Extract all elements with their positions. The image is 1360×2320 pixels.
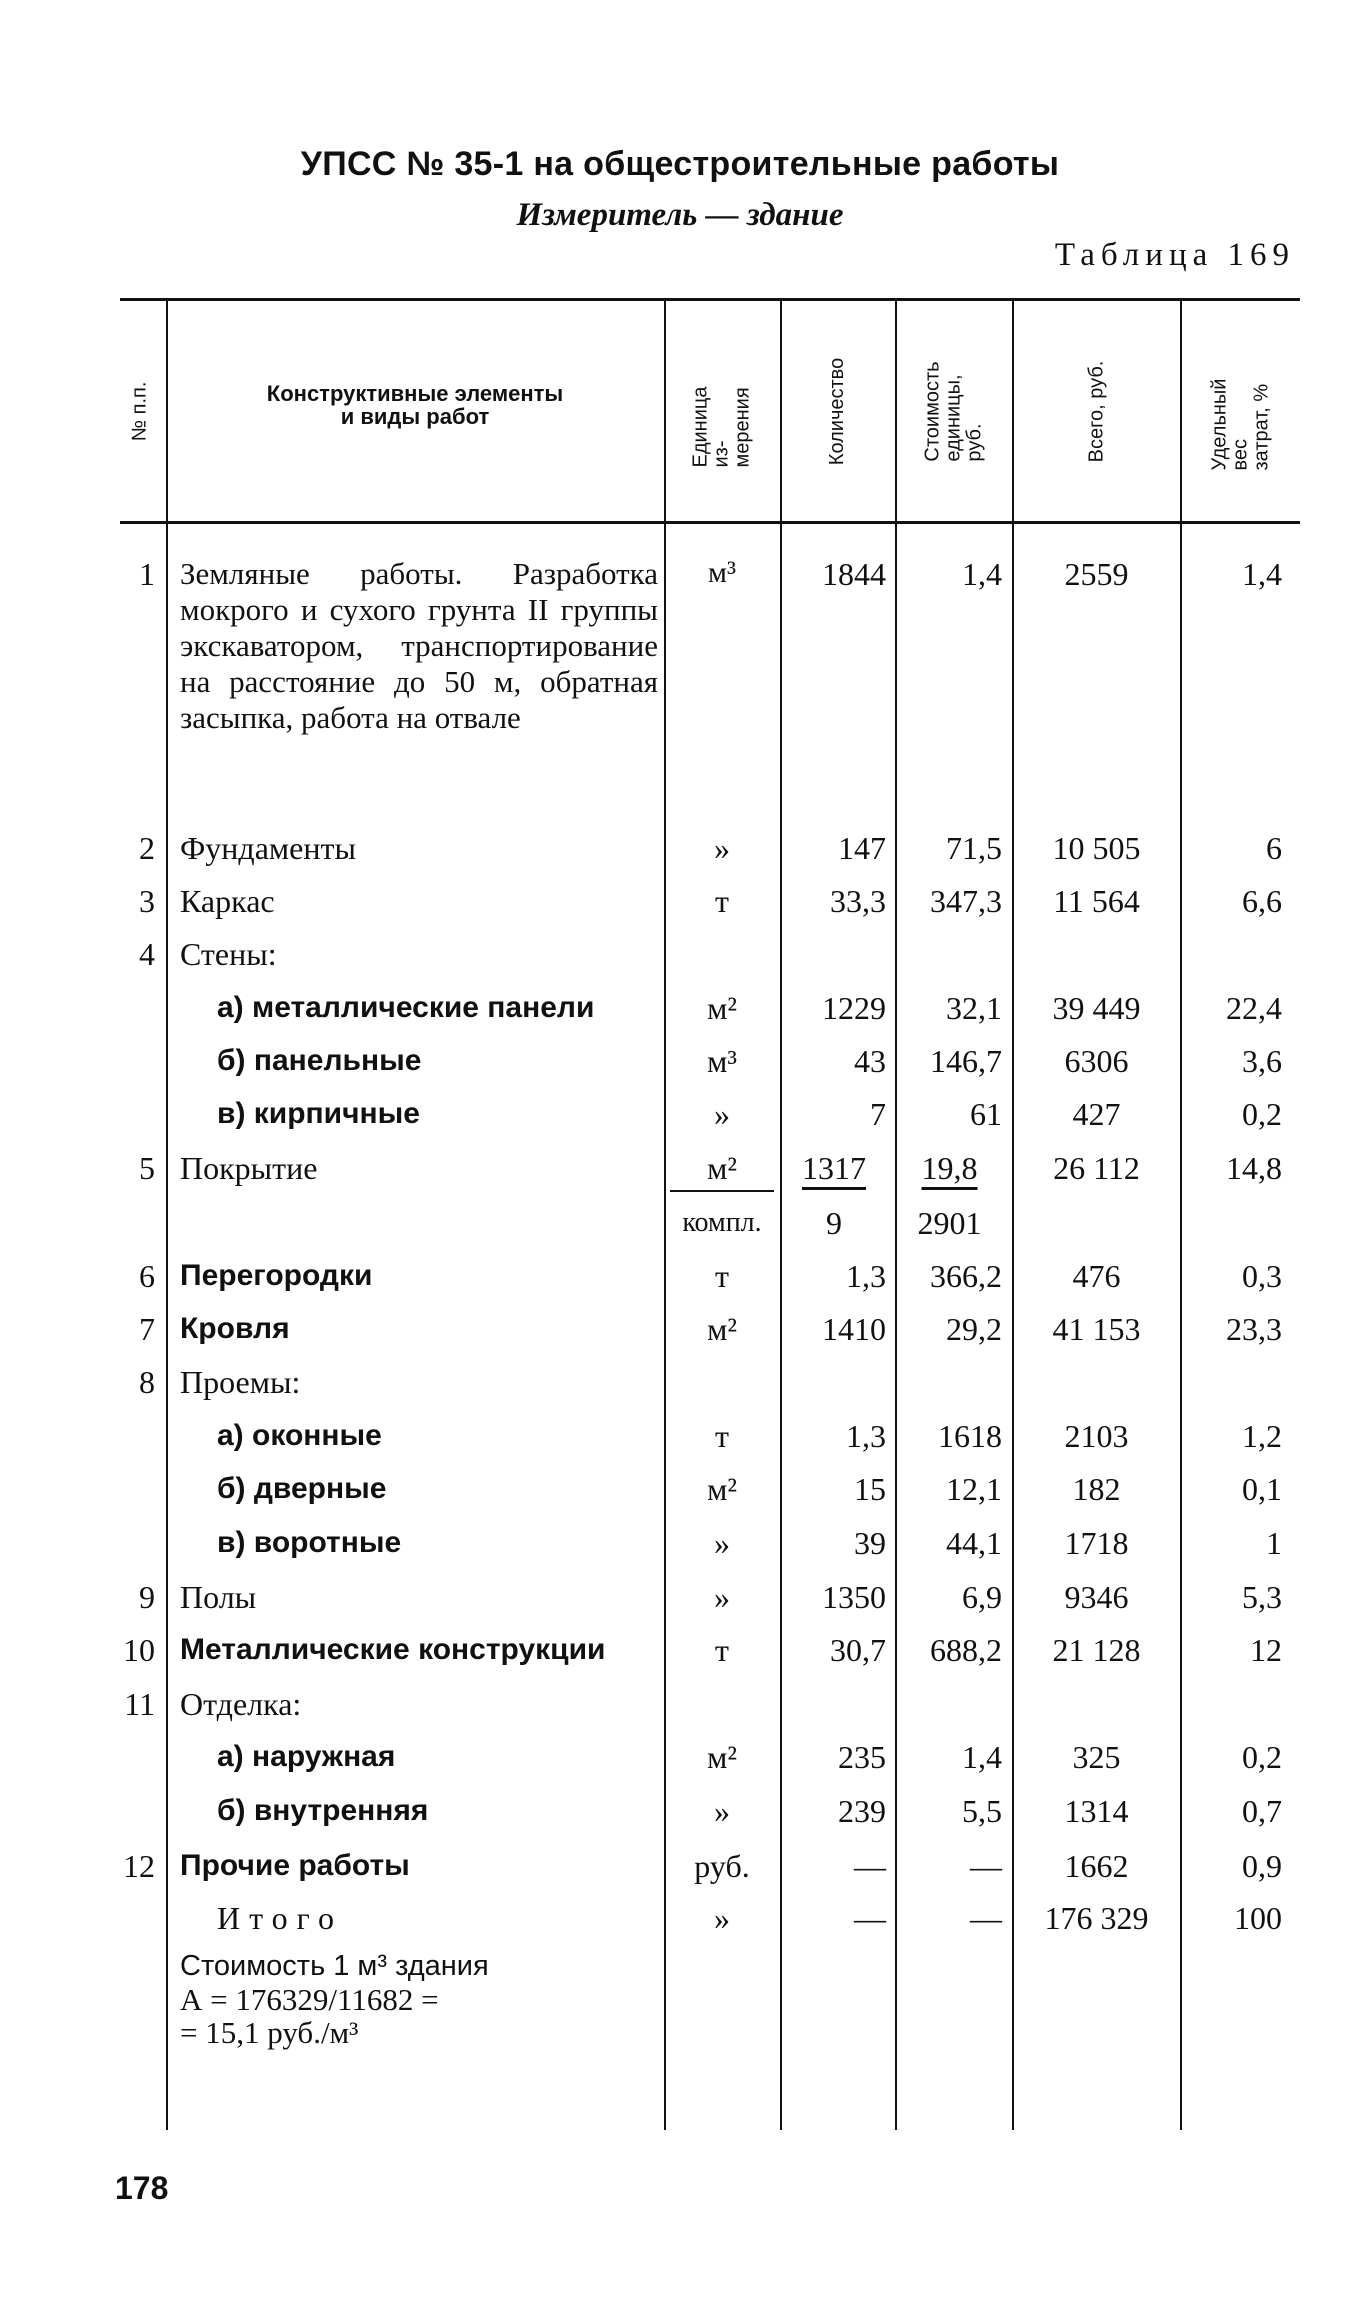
document-title: УПСС № 35-1 на общестроительные работы	[300, 145, 1060, 183]
row-share: 12	[1250, 1632, 1282, 1668]
row-qty: 1410	[822, 1311, 886, 1347]
row-name: Отделка:	[180, 1686, 302, 1722]
row-name: Полы	[180, 1579, 257, 1615]
row-name: Земляные работы. Разработка мокрого и сухого грунта II группы экскаватором, транспортирование на расстояние до 50 м, обратная засыпка, работа на отвале	[180, 556, 658, 735]
row-total: 39 449	[1052, 990, 1141, 1026]
row-unit: м²	[670, 1150, 774, 1192]
row-share: 14,8	[1226, 1150, 1282, 1186]
row-qty: 1229	[822, 990, 886, 1026]
header-num	[115, 302, 165, 520]
row-qty: 1844	[822, 556, 886, 592]
row-unit: »	[714, 1579, 730, 1615]
row-num: 12	[123, 1848, 155, 1884]
row-unit: м²	[707, 990, 737, 1026]
header-price	[897, 302, 1011, 520]
row-price: 32,1	[946, 990, 1002, 1026]
row-unit: »	[714, 830, 730, 866]
row-share: 100	[1234, 1900, 1282, 1936]
row-unit: руб.	[694, 1848, 750, 1884]
row-share: 1	[1266, 1525, 1282, 1561]
header-share	[1182, 302, 1300, 520]
row-unit: м²	[707, 1471, 737, 1507]
row-num: 9	[139, 1579, 155, 1615]
row-price: 146,7	[930, 1043, 1002, 1079]
row-total: 9346	[1064, 1579, 1129, 1615]
footnote-line3: = 15,1 руб./м³	[180, 2015, 359, 2050]
row-qty: 43	[854, 1043, 886, 1079]
row-price: 6,9	[962, 1579, 1002, 1615]
header-unit	[666, 302, 778, 520]
row-share: 1,4	[1242, 556, 1282, 592]
row-total: 11 564	[1053, 883, 1140, 919]
row-qty: 33,3	[830, 883, 886, 919]
row-num: 6	[139, 1258, 155, 1294]
header-unit-label: Единица из- мерения	[689, 386, 754, 467]
row-share: 22,4	[1226, 990, 1282, 1026]
row-name: в) воротные	[217, 1526, 402, 1559]
row-total: 325	[1072, 1739, 1121, 1775]
row-qty: 239	[838, 1793, 886, 1829]
row-share: 3,6	[1242, 1043, 1282, 1079]
row-price: 44,1	[946, 1525, 1002, 1561]
row-qty: 1317	[802, 1150, 866, 1186]
table-header-rule	[120, 521, 1300, 524]
row-name: Перегородки	[180, 1259, 373, 1292]
header-qty-label: Количество	[826, 357, 849, 465]
footnote-line2: А = 176329/11682 =	[180, 1982, 439, 2017]
row-num: 5	[139, 1150, 155, 1186]
row-qty: —	[854, 1900, 886, 1936]
row-name: Проемы:	[180, 1364, 301, 1400]
row-price: —	[970, 1900, 1002, 1936]
row-name: б) панельные	[217, 1044, 422, 1077]
row-name: Каркас	[180, 883, 275, 919]
row-total: 1718	[1064, 1525, 1129, 1561]
row-name: а) металлические панели	[217, 991, 595, 1024]
row-unit: м²	[707, 1311, 737, 1347]
row-name: а) оконные	[217, 1419, 382, 1452]
row-qty: —	[854, 1848, 886, 1884]
header-total-label: Всего, руб.	[1084, 360, 1107, 462]
document-subtitle: Измеритель — здание	[516, 197, 844, 233]
row-share: 6	[1266, 830, 1282, 866]
row-unit: м³	[708, 556, 736, 589]
row-total: 26 112	[1053, 1150, 1140, 1186]
header-name	[170, 302, 660, 520]
footnote	[180, 1950, 489, 2049]
header-num-label: № п.п.	[128, 381, 151, 441]
row-name: Итого	[217, 1900, 343, 1936]
row-qty: 15	[854, 1471, 886, 1507]
row-name: а) наружная	[217, 1740, 396, 1773]
row-name: Стены:	[180, 936, 277, 972]
row-num: 10	[123, 1632, 155, 1668]
row-unit: т	[715, 883, 729, 919]
row-total: 41 153	[1052, 1311, 1141, 1347]
row-name: Прочие работы	[180, 1849, 410, 1882]
row-share: 0,3	[1242, 1258, 1282, 1294]
row-share: 5,3	[1242, 1579, 1282, 1615]
row-price: 19,8	[921, 1150, 978, 1186]
row-share: 0,1	[1242, 1471, 1282, 1507]
row-total: 1662	[1064, 1848, 1129, 1884]
row-qty: 7	[870, 1096, 886, 1132]
row-num: 11	[124, 1686, 155, 1722]
row-unit: м²	[707, 1739, 737, 1775]
row-qty: 147	[838, 830, 886, 866]
row-qty: 1,3	[846, 1418, 886, 1454]
row-num: 1	[139, 556, 155, 592]
table-top-rule	[120, 298, 1300, 301]
row-share: 6,6	[1242, 883, 1282, 919]
row-name: в) кирпичные	[217, 1097, 420, 1130]
row-price: 29,2	[946, 1311, 1002, 1347]
row-price: 5,5	[962, 1793, 1002, 1829]
row-price: 1,4	[962, 556, 1002, 592]
row-unit: т	[715, 1258, 729, 1294]
footnote-line1: Стоимость 1 м³ здания	[180, 1950, 489, 1982]
row-price: 1,4	[962, 1739, 1002, 1775]
row-unit: »	[714, 1900, 730, 1936]
header-total	[1014, 302, 1179, 520]
row-qty: 30,7	[830, 1632, 886, 1668]
row-unit: т	[715, 1632, 729, 1668]
row-unit: »	[714, 1525, 730, 1561]
row-name: Фундаменты	[180, 830, 356, 866]
row-total: 476	[1072, 1258, 1121, 1294]
row-num: 4	[139, 936, 155, 972]
row-name: б) дверные	[217, 1472, 387, 1505]
row-total: 1314	[1064, 1793, 1129, 1829]
row-unit: т	[715, 1418, 729, 1454]
row-share: 0,7	[1242, 1793, 1282, 1829]
row-qty: 39	[854, 1525, 886, 1561]
row-unit: »	[714, 1793, 730, 1829]
row-price: 2901	[917, 1205, 982, 1241]
row-total: 2559	[1064, 556, 1129, 592]
row-unit: компл.	[682, 1207, 762, 1238]
column-divider	[166, 300, 168, 2130]
row-price: 366,2	[930, 1258, 1002, 1294]
row-name: Покрытие	[180, 1150, 318, 1186]
row-total: 182	[1072, 1471, 1121, 1507]
row-price: 688,2	[930, 1632, 1002, 1668]
row-price: 12,1	[946, 1471, 1002, 1507]
row-share: 0,2	[1242, 1739, 1282, 1775]
row-share: 0,2	[1242, 1096, 1282, 1132]
row-total: 2103	[1064, 1418, 1129, 1454]
row-total: 6306	[1064, 1043, 1129, 1079]
row-price: 347,3	[930, 883, 1002, 919]
row-price: 61	[970, 1096, 1002, 1132]
row-total: 427	[1072, 1096, 1121, 1132]
row-total: 21 128	[1052, 1632, 1141, 1668]
row-qty: 1350	[822, 1579, 886, 1615]
row-price: 71,5	[946, 830, 1002, 866]
row-name: Металлические конструкции	[180, 1633, 606, 1666]
row-name: Кровля	[180, 1312, 290, 1345]
header-qty	[782, 302, 894, 520]
row-qty: 1,3	[846, 1258, 886, 1294]
row-share: 23,3	[1226, 1311, 1282, 1347]
header-name-label: Конструктивные элементы и виды работ	[266, 381, 564, 429]
row-num: 2	[139, 830, 155, 866]
row-qty: 9	[826, 1205, 842, 1241]
header-price-label: Стоимость единицы, руб.	[921, 360, 986, 462]
row-total: 10 505	[1052, 830, 1141, 866]
row-unit: »	[714, 1096, 730, 1132]
row-price: —	[970, 1848, 1002, 1884]
row-qty: 235	[838, 1739, 886, 1775]
row-name: б) внутренняя	[217, 1794, 429, 1827]
header-share-label: Удельный вес затрат, %	[1208, 378, 1273, 470]
row-share: 1,2	[1242, 1418, 1282, 1454]
row-unit: м³	[707, 1043, 737, 1079]
page-number: 178	[115, 2170, 169, 2206]
row-total: 176 329	[1044, 1900, 1149, 1936]
table-label: Таблица 169	[1054, 237, 1295, 273]
row-share: 0,9	[1242, 1848, 1282, 1884]
row-num: 3	[139, 883, 155, 919]
row-num: 8	[139, 1364, 155, 1400]
row-price: 1618	[938, 1418, 1002, 1454]
row-num: 7	[139, 1311, 155, 1347]
